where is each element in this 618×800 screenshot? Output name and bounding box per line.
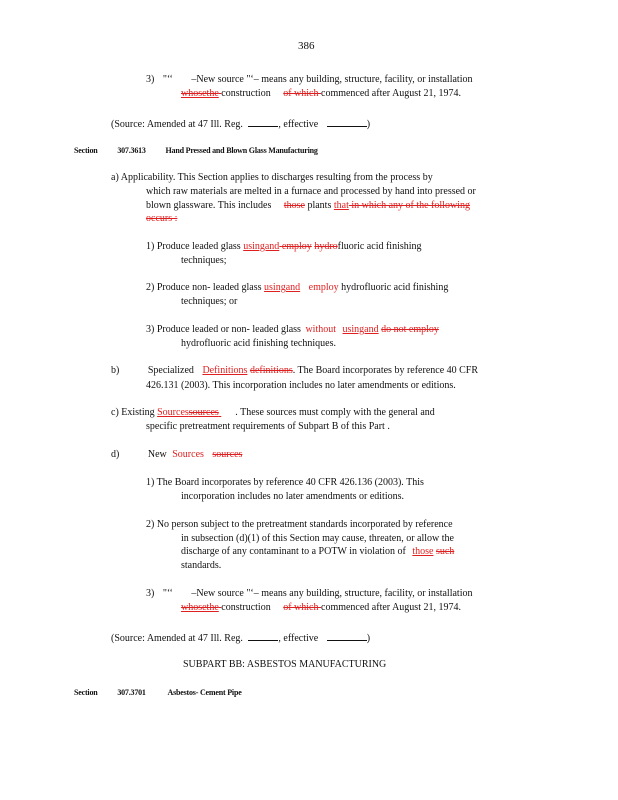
glass-without-hydrofluoric-item-3-cont: hydrofluoric acid finishing techniques.	[181, 338, 336, 349]
non-leaded-glass-item-2: 2) Produce non- leaded glass usingand employ hydrofluoric acid finishing	[146, 282, 449, 293]
section-heading-307-3613: Section 307.3613 Hand Pressed and Blown Glass Manufacturing	[74, 146, 318, 155]
existing-sources-line-2: specific pretreatment requirements of Subpart B of this Part .	[146, 421, 390, 432]
new-sources-heading: d) New Sources sources	[111, 449, 243, 460]
source-note-2: (Source: Amended at 47 Ill. Reg. , effective )	[111, 633, 371, 644]
leaded-glass-item-1-cont: techniques;	[181, 255, 227, 266]
new-sources-item-2-line-3: discharge of any contaminant to a POTW in violation of those such	[181, 546, 455, 557]
new-sources-item-2-line-2: in subsection (d)(1) of this Section may cause, threaten, or allow the	[181, 533, 454, 544]
source-note: (Source: Amended at 47 Ill. Reg. , effective )	[111, 119, 371, 130]
glass-without-hydrofluoric-item-3: 3) Produce leaded or non- leaded glass without usingand do not employ	[146, 324, 439, 335]
applicability-line-1: a) Applicability. This Section applies to discharges resulting from the process by	[111, 172, 433, 183]
definition-new-source-line-2: whosethe construction of which commenced after August 21, 1974.	[181, 88, 461, 99]
new-sources-item-2-line-1: 2) No person subject to the pretreatment standards incorporated by reference	[146, 519, 453, 530]
existing-sources-line-1: c) Existing Sourcessources . These sources must comply with the general and	[111, 407, 435, 418]
subpart-heading: SUBPART BB: ASBESTOS MANUFACTURING	[183, 659, 387, 670]
applicability-line-4: occurs :	[146, 213, 178, 224]
applicability-line-3: blown glassware. This includes those plants that in which any of the following	[146, 200, 470, 211]
non-leaded-glass-item-2-cont: techniques; or	[181, 296, 238, 307]
definition-new-source-line-1: 3) "‘‘ –New source "‘– means any building, structure, facility, or installation	[146, 74, 473, 85]
new-sources-item-1-cont: incorporation includes no later amendments or editions.	[181, 491, 404, 502]
section-heading-307-3701: Section 307.3701 Asbestos- Cement Pipe	[74, 688, 242, 697]
definition-new-source-repeat-line-1: 3) "‘‘ –New source "‘– means any building, structure, facility, or installation	[146, 588, 473, 599]
specialized-definitions-line-1: b) Specialized Definitions definitions. The Board incorporates by reference 40 CFR	[111, 365, 479, 376]
applicability-line-2: which raw materials are melted in a furnace and processed by hand into pressed or	[146, 186, 476, 197]
definition-new-source-repeat-line-2: whosethe construction of which commenced after August 21, 1974.	[181, 602, 461, 613]
new-sources-item-1: 1) The Board incorporates by reference 40 CFR 426.136 (2003). This	[146, 477, 424, 488]
page-number: 386	[298, 40, 315, 52]
leaded-glass-item-1: 1) Produce leaded glass usingand employ hydrofluoric acid finishing	[146, 241, 422, 252]
specialized-definitions-line-2: 426.131 (2003). This incorporation includes no later amendments or editions.	[146, 380, 456, 391]
new-sources-item-2-line-4: standards.	[181, 560, 222, 571]
